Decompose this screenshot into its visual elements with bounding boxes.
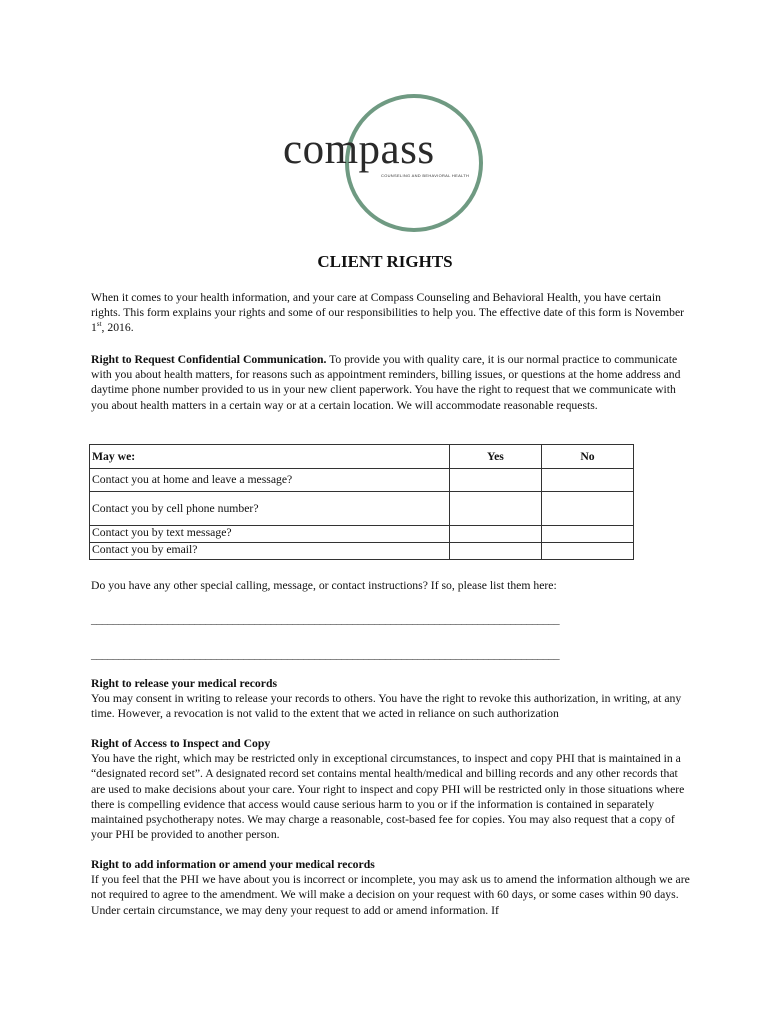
confidential-heading: Right to Request Confidential Communication. xyxy=(91,353,327,366)
intro-text: When it comes to your health information, and your care at Compass Counseling and Behavioral Health, you have certain rights. This form explains your rights and some of our responsibilities to help you. The effective date of this form is November 1 xyxy=(91,291,685,335)
checkbox-cell-no[interactable] xyxy=(541,492,633,526)
intro-paragraph xyxy=(91,290,691,336)
table-row xyxy=(90,492,634,526)
row-home-message: Contact you at home and leave a message? xyxy=(90,469,450,492)
confidential-body: To provide you with quality care, it is our normal practice to communicate with you about health matters, for reasons such as appointment reminders, billing issues, or questions at the home address and daytime phone number provided to us in your new client paperwork. You have the right to request that we communicate with you about health matters in a certain way or at a certain location. We will accommodate reasonable requests. xyxy=(91,353,681,412)
table-row xyxy=(90,469,634,492)
table-row xyxy=(90,526,634,543)
release-body: You may consent in writing to release your records to others. You have the right to revoke this authorization, in writing, at any time. However, a revocation is not valid to the extent that we acted in reliance on such authorization xyxy=(91,692,682,721)
release-heading: Right to release your medical records xyxy=(91,677,277,690)
page-title: CLIENT RIGHTS xyxy=(317,252,453,271)
checkbox-home-no[interactable] xyxy=(541,469,633,492)
checkbox-email-no[interactable] xyxy=(541,543,633,560)
access-heading: Right of Access to Inspect and Copy xyxy=(91,737,271,750)
instructions-line-2[interactable]: ______________________________________________________________________________________ xyxy=(91,648,560,661)
row-text-message: Contact you by text message? xyxy=(90,526,450,543)
release-section xyxy=(91,676,691,722)
row-email: Contact you by email? xyxy=(90,543,450,560)
header-may-we: May we: xyxy=(90,445,450,469)
header-yes: Yes xyxy=(449,445,541,469)
row-cell-phone: Contact you by cell phone number? xyxy=(90,492,450,526)
amend-section xyxy=(91,857,691,918)
access-body: You have the right, which may be restricted only in exceptional circumstances, to inspect and copy PHI that is maintained in a “designated record set”. A designated record set contains mental health/medical and billing records and any other records that are used to make decisions about your care. Your right to inspect and copy PHI will be restricted only in those situations where there is compelling evidence that access would cause serious harm to you or if the information is contained in separately maintained psychotherapy notes. We may charge a reasonable, cost-based fee for copies. You may also request that a copy of your PHI be provided to another person. xyxy=(91,752,685,842)
access-section xyxy=(91,736,691,842)
checkbox-cell-yes[interactable] xyxy=(449,492,541,526)
checkbox-text-no[interactable] xyxy=(541,526,633,543)
logo-wordmark: compass xyxy=(283,126,435,173)
checkbox-text-yes[interactable] xyxy=(449,526,541,543)
special-instructions-prompt: Do you have any other special calling, message, or contact instructions? If so, please list them here: xyxy=(91,579,557,592)
amend-body: If you feel that the PHI we have about you is incorrect or incomplete, you may ask us to amend the information although we are not required to agree to the amendment. We will make a decision on your request with 60 days, or some cases within 90 days. Under certain circumstance, we may deny your request to add or amend information. If xyxy=(91,873,690,917)
logo-tagline: COUNSELING AND BEHAVIORAL HEALTH xyxy=(381,173,470,178)
checkbox-home-yes[interactable] xyxy=(449,469,541,492)
confidential-section xyxy=(91,352,691,413)
intro-text-end: , 2016. xyxy=(101,321,134,335)
compass-logo xyxy=(283,92,493,234)
table-row xyxy=(90,543,634,560)
header-no: No xyxy=(541,445,633,469)
instructions-line-1[interactable]: ______________________________________________________________________________________ xyxy=(91,613,560,626)
checkbox-email-yes[interactable] xyxy=(449,543,541,560)
table-header-row xyxy=(90,445,634,469)
contact-preferences-table xyxy=(89,444,634,560)
intro-superscript: st xyxy=(96,320,102,329)
amend-heading: Right to add information or amend your medical records xyxy=(91,858,375,871)
